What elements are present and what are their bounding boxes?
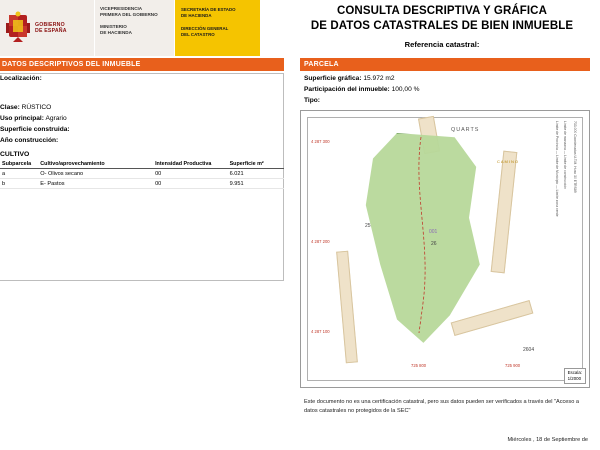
field-ano-construccion [0,135,284,146]
agency-line-4: DEL CATASTRO [181,31,215,37]
gobierno-de-espana-label: GOBIERNO DE ESPAÑA [35,21,67,34]
map-canvas [301,111,589,387]
map-scale-box [564,368,586,384]
map-scale-value: 1/2000 [567,376,582,381]
map-plot-number-26: 26 [431,241,437,247]
ministry-line-4: DE HACIENDA [100,30,132,35]
cell-superficie: 9.951 [228,179,284,189]
cadastral-reference-label: Referencia catastral: [404,40,480,49]
cell-superficie: 6.021 [228,169,284,179]
col-subparcela: Subparcela [0,160,38,169]
page-title-line-2: DE DATOS CATASTRALES DE BIEN INMUEBLE [310,20,574,32]
agency-line-1: SECRETARÍA DE ESTADO [181,7,236,12]
field-clase-value: RÚSTICO [21,104,52,111]
ministry-cell [95,0,175,56]
map-parcel-reference: 001 [429,229,438,235]
section-bar-datos-descriptivos: DATOS DESCRIPTIVOS DEL INMUEBLE [0,58,284,71]
map-plot-number-2604: 2604 [523,347,535,353]
ministry-line-2: PRIMERA DEL GOBIERNO [100,12,158,17]
ministry-line-3: MINISTERIO [100,24,127,29]
field-superficie-grafica [300,73,590,84]
field-superficie-grafica-value: 15.972 m2 [363,75,395,82]
map-side-legend [557,121,587,371]
map-legend-text-right: Límite de manzana — Límite de construcción [563,121,567,190]
cell-cultivo: E- Pastos [38,179,153,189]
field-localizacion-label: Localización: [0,75,42,82]
document-header [0,0,600,58]
spain-emblem-cell [0,0,95,56]
map-x-label-2: 725 900 [505,363,521,368]
field-superficie-construida [0,124,284,135]
field-clase-label: Clase: [0,104,20,111]
table-row [0,179,284,189]
agency-line-2: DE HACIENDA [181,12,212,18]
cell-subparcela: b [0,179,38,189]
cell-subparcela: a [0,169,38,179]
map-legend-text-far: 733.000 Coordenadas U.T.M. Huso 30 ETRS89 [573,121,577,193]
cell-intensidad: 00 [153,179,228,189]
field-uso-principal [0,113,284,124]
table-row [0,169,284,179]
table-header-row [0,160,284,169]
document-title-block [292,4,592,49]
map-scale-label: Escala: [567,370,582,375]
agency-cell [175,0,260,56]
agency-line-3: DIRECCIÓN GENERAL [181,26,229,32]
cadastral-map[interactable] [300,110,590,388]
map-coord-label-3: 4 287 100 [311,329,330,334]
datos-descriptivos-panel [0,73,284,189]
field-superficie-grafica-label: Superficie gráfica: [304,75,362,82]
page-title-line-1: CONSULTA DESCRIPTIVA Y GRÁFICA [336,5,547,17]
map-coord-label-1: 4 287 300 [311,139,330,144]
cultivo-heading: CULTIVO [0,151,30,158]
parcela-panel [300,73,590,106]
subparcel-boundary-line [361,133,481,345]
field-localizacion [0,73,284,84]
map-x-label-1: 725 800 [411,363,427,368]
section-bar-parcela: PARCELA [300,58,590,71]
government-logo-band [0,0,260,56]
field-superficie-construida-label: Superficie construida: [0,126,70,133]
field-participacion-value: 100,00 % [391,86,420,93]
document-date: Miércoles , 18 de Septiembre de [507,437,588,443]
cultivo-table [0,160,284,189]
field-participacion-label: Participación del inmueble: [304,86,390,93]
spain-coat-of-arms-icon [4,11,32,45]
col-superficie: Superficie m² [228,160,284,169]
field-ano-construccion-label: Año construcción: [0,137,59,144]
map-coord-label-2: 4 287 200 [311,239,330,244]
field-uso-principal-label: Uso principal: [0,115,44,122]
field-tipo-label: Tipo: [304,97,320,104]
map-place-label: QUARTS [451,127,480,133]
disclaimer-note: Este documento no es una certificación catastral, pero sus datos pueden ser verificados a través del "Acceso a datos catastrales no protegidos de la SEC" [304,399,579,414]
field-participacion [300,84,590,95]
map-plot-number-25: 25 [365,223,371,229]
field-clase [0,102,284,113]
col-cultivo: Cultivo/aprovechamiento [38,160,153,169]
field-uso-principal-value: Agrario [45,115,67,122]
cell-intensidad: 00 [153,169,228,179]
field-tipo [300,95,590,106]
map-legend-text-left: Límite de Provincia — Límite de Municipio — Límite zona verde [555,121,559,217]
map-road-label: CAMINO [497,159,519,164]
ministry-line-1: VICEPRESIDENCIA [100,6,143,11]
cell-cultivo: O- Olivos secano [38,169,153,179]
col-intensidad: Intensidad Productiva [153,160,228,169]
